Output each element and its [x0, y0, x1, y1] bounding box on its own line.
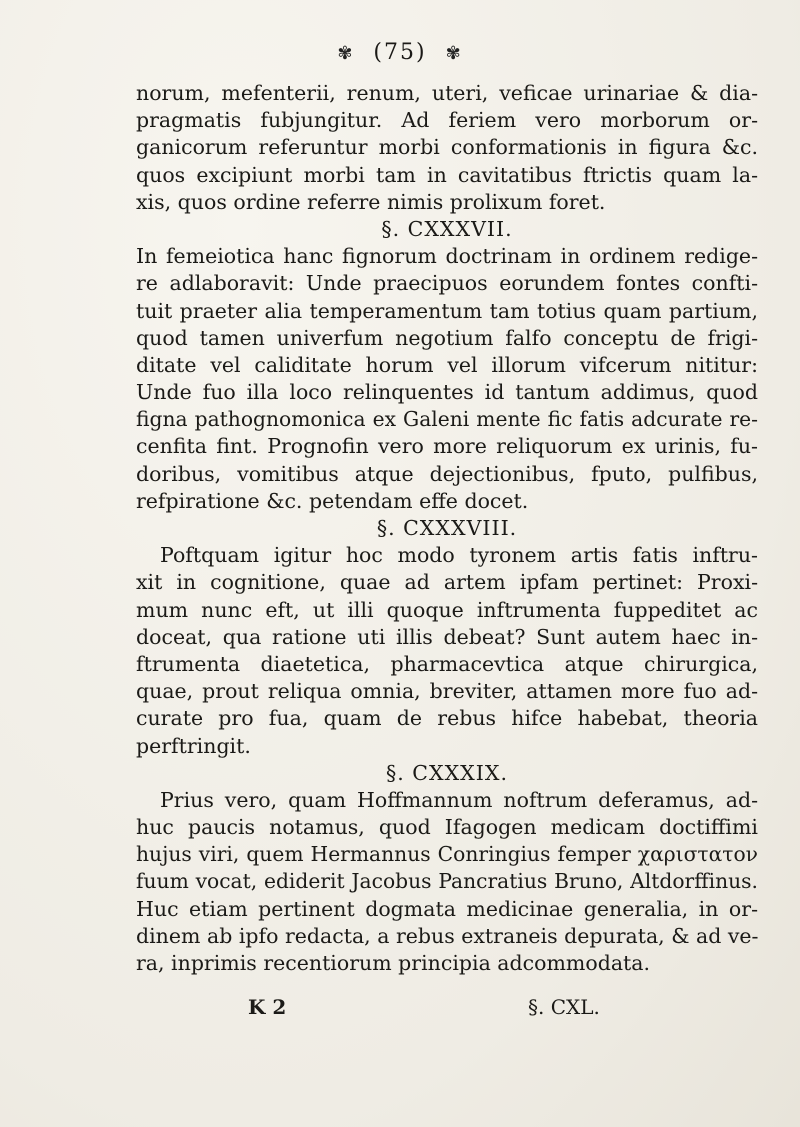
- text-line: refpiratione &c. petendam effe docet.: [136, 488, 529, 513]
- text-line: ftrumenta diaetetica, pharmacevtica atque chirurgica,: [136, 651, 758, 676]
- text-line: mum nunc eft, ut illi quoque inftrumenta fuppeditet ac: [136, 597, 758, 622]
- text-line: In femeiotica hanc fignorum doctrinam in ordinem redige-: [136, 244, 758, 269]
- text-line: doribus, vomitibus atque dejectionibus, fputo, pulfibus,: [136, 461, 758, 486]
- text-line: huc paucis notamus, quod Ifagogen medicam doctiffimi: [136, 815, 758, 840]
- text-line: quos excipiunt morbi tam in cavitatibus ftrictis quam la-: [136, 162, 758, 187]
- text-line: xit in cognitione, quae ad artem ipfam pertinet: Proxi-: [136, 570, 758, 595]
- text-line: Huc etiam pertinent dogmata medicinae generalia, in or-: [136, 896, 758, 921]
- page-number: (75): [373, 40, 427, 65]
- catchword: §. CXL.: [528, 995, 600, 1019]
- ornament-right-icon: ✾: [445, 43, 463, 64]
- text-line: fuum vocat, ediderit Jacobus Pancratius Bruno, Altdorffinus.: [136, 869, 758, 894]
- text-line: doceat, qua ratione uti illis debeat? Sunt autem haec in-: [136, 624, 758, 649]
- text-line: pragmatis fubjungitur. Ad feriem vero morborum or-: [136, 108, 758, 133]
- section-heading: §. CXXXVII.: [381, 216, 513, 241]
- text-line: Poftquam igitur hoc modo tyronem artis fatis inftru-: [160, 543, 758, 568]
- page-footer: [0, 995, 800, 1025]
- section-heading: §. CXXXIX.: [386, 760, 508, 785]
- text-line: Prius vero, quam Hoffmannum noftrum deferamus, ad-: [160, 787, 758, 812]
- text-line: ra, inprimis recentiorum principia adcommodata.: [136, 951, 651, 975]
- text-line: curate pro fua, quam de rebus hifce habebat, theoria: [136, 706, 758, 731]
- text-line: xis, quos ordine referre nimis prolixum foret.: [136, 189, 606, 214]
- text-line: dinem ab ipfo redacta, a rebus extraneis depurata, & ad ve-: [136, 923, 758, 948]
- text-line: tuit praeter alia temperamentum tam totius quam partium,: [136, 298, 758, 323]
- page-header: [0, 40, 800, 65]
- text-line: ditate vel caliditate horum vel illorum vifcerum nititur:: [136, 352, 758, 377]
- ornament-left-icon: ✾: [337, 43, 355, 64]
- body-text: [136, 80, 758, 977]
- text-line: ganicorum referuntur morbi conformationis in figura &c.: [136, 135, 758, 160]
- text-line: cenfita fint. Prognofin vero more reliquorum ex urinis, fu-: [136, 434, 758, 459]
- section-heading: §. CXXXVIII.: [376, 516, 518, 540]
- signature-mark: K 2: [248, 995, 287, 1019]
- text-line: quae, prout reliqua omnia, breviter, attamen more fuo ad-: [136, 679, 758, 704]
- text-line: quod tamen univerfum negotium falfo conceptu de frigi-: [136, 325, 758, 350]
- text-line: hujus viri, quem Hermannus Conringius femper χαριστατον: [136, 842, 758, 867]
- text-line: Unde fuo illa loco relinquentes id tantum addimus, quod: [136, 380, 758, 405]
- text-line: perftringit.: [136, 733, 251, 758]
- text-line: re adlaboravit: Unde praecipuos eorundem fontes confti-: [136, 271, 758, 296]
- text-line: figna pathognomonica ex Galeni mente fic fatis adcurate re-: [136, 407, 758, 432]
- text-line: norum, mefenterii, renum, uteri, veficae urinariae & dia-: [136, 81, 758, 105]
